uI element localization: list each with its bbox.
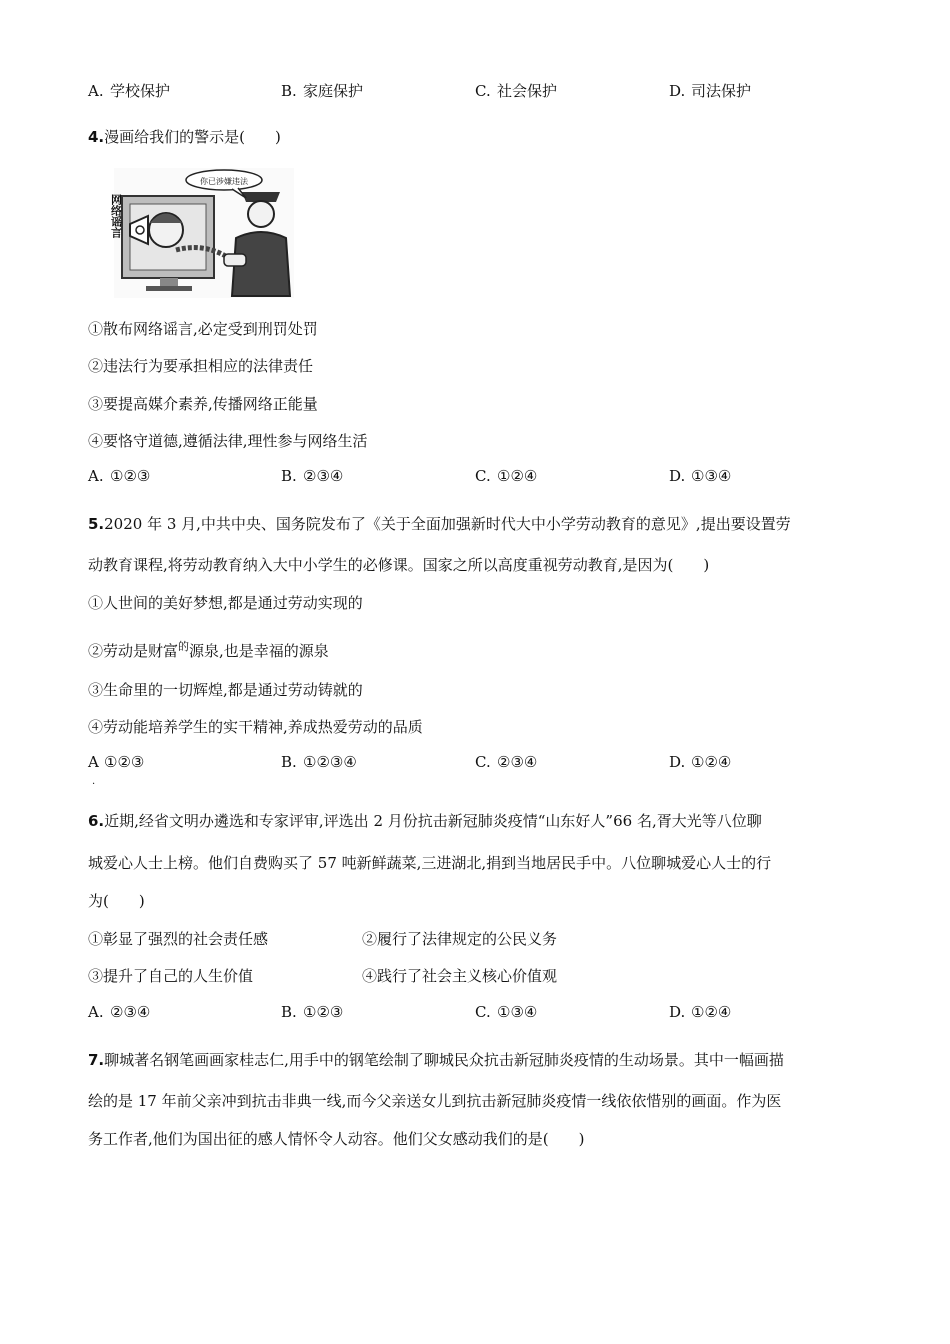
q5-options [88,753,888,775]
q5-item-1: ①人世间的美好梦想,都是通过劳动实现的 [88,594,363,612]
q6-options [88,1003,888,1025]
q6-item-4: ④践行了社会主义核心价值观 [362,967,558,985]
cartoon-illustration [109,168,294,298]
q4-item-4: ④要恪守道德,遵循法律,理性参与网络生活 [88,432,368,450]
q3-option-a[interactable]: A. 学校保护 [88,82,171,100]
q4-item-2: ②违法行为要承担相应的法律责任 [88,357,314,375]
q7-stem-line-3: 务工作者,他们为国出征的感人情怀令人动容。他们父女感动我们的是( ) [88,1130,585,1148]
q5-stem-line-1: 5.2020 年 3 月,中共中央、国务院发布了《关于全面加强新时代大中小学劳动教育的意见》,提出要设置劳 [88,515,791,533]
q4-item-3: ③要提高媒介素养,传播网络正能量 [88,395,318,413]
q6-stem-line-2: 城爱心人士上榜。他们自费购买了 57 吨新鲜蔬菜,三进湖北,捐到当地居民手中。八位聊城爱心人士的行 [88,854,772,872]
q5-option-c[interactable]: C. ②③④ [475,753,538,771]
q6-stem-line-1: 6.近期,经省文明办遴选和专家评审,评选出 2 月份抗击新冠肺炎疫情“山东好人”66 名,胥大光等八位聊 [88,812,762,830]
q5-option-d[interactable]: D. ①②④ [669,753,732,771]
q3-option-b[interactable]: B. 家庭保护 [281,82,364,100]
q6-option-b[interactable]: B. ①②③ [281,1003,344,1021]
q4-cartoon-image [109,168,294,298]
q6-stem-line-3: 为( ) [88,892,145,910]
cartoon-bubble-text: 你已涉嫌违法 [200,177,248,186]
q6-option-c[interactable]: C. ①③④ [475,1003,538,1021]
q5-option-b[interactable]: B. ①②③④ [281,753,357,771]
q4-options [88,467,888,489]
q5-item-4: ④劳动能培养学生的实干精神,养成热爱劳动的品质 [88,718,423,736]
q5-item-3: ③生命里的一切辉煌,都是通过劳动铸就的 [88,681,363,699]
q7-stem-line-1: 7.聊城著名钢笔画画家桂志仁,用手中的钢笔绘制了聊城民众抗击新冠肺炎疫情的生动场景。其中一幅画描 [88,1051,784,1069]
q6-items-row-2 [88,965,888,987]
q6-item-1: ①彰显了强烈的社会责任感 [88,930,269,948]
q3-option-d[interactable]: D. 司法保护 [669,82,752,100]
q5-option-a[interactable]: A ①②③ [88,753,145,771]
q5-item-2: ②劳动是财富$^的$源泉,也是幸福的源泉 [88,640,329,660]
q6-items-row-1 [88,928,888,950]
q6-option-d[interactable]: D. ①②④ [669,1003,732,1021]
q7-stem-line-2: 绘的是 17 年前父亲冲到抗击非典一线,而今父亲送女儿到抗击新冠肺炎疫情一线依依惜别的画面。作为医 [88,1092,782,1110]
q6-item-2: ②履行了法律规定的公民义务 [362,930,558,948]
stray-dot: . [92,776,96,787]
cartoon-side-text: 网络谣言 [109,194,123,238]
q3-options [88,80,888,102]
q4-option-b[interactable]: B. ②③④ [281,467,344,485]
q6-item-3: ③提升了自己的人生价值 [88,967,254,985]
q5-stem-line-2: 动教育课程,将劳动教育纳入大中小学生的必修课。国家之所以高度重视劳动教育,是因为( ) [88,556,710,574]
q4-option-c[interactable]: C. ①②④ [475,467,538,485]
q4-option-d[interactable]: D. ①③④ [669,467,732,485]
q4-item-1: ①散布网络谣言,必定受到刑罚处罚 [88,320,318,338]
q4-stem: 4.漫画给我们的警示是( ) [88,128,281,146]
q6-option-a[interactable]: A. ②③④ [88,1003,151,1021]
q4-option-a[interactable]: A. ①②③ [88,467,151,485]
q3-option-c[interactable]: C. 社会保护 [475,82,558,100]
